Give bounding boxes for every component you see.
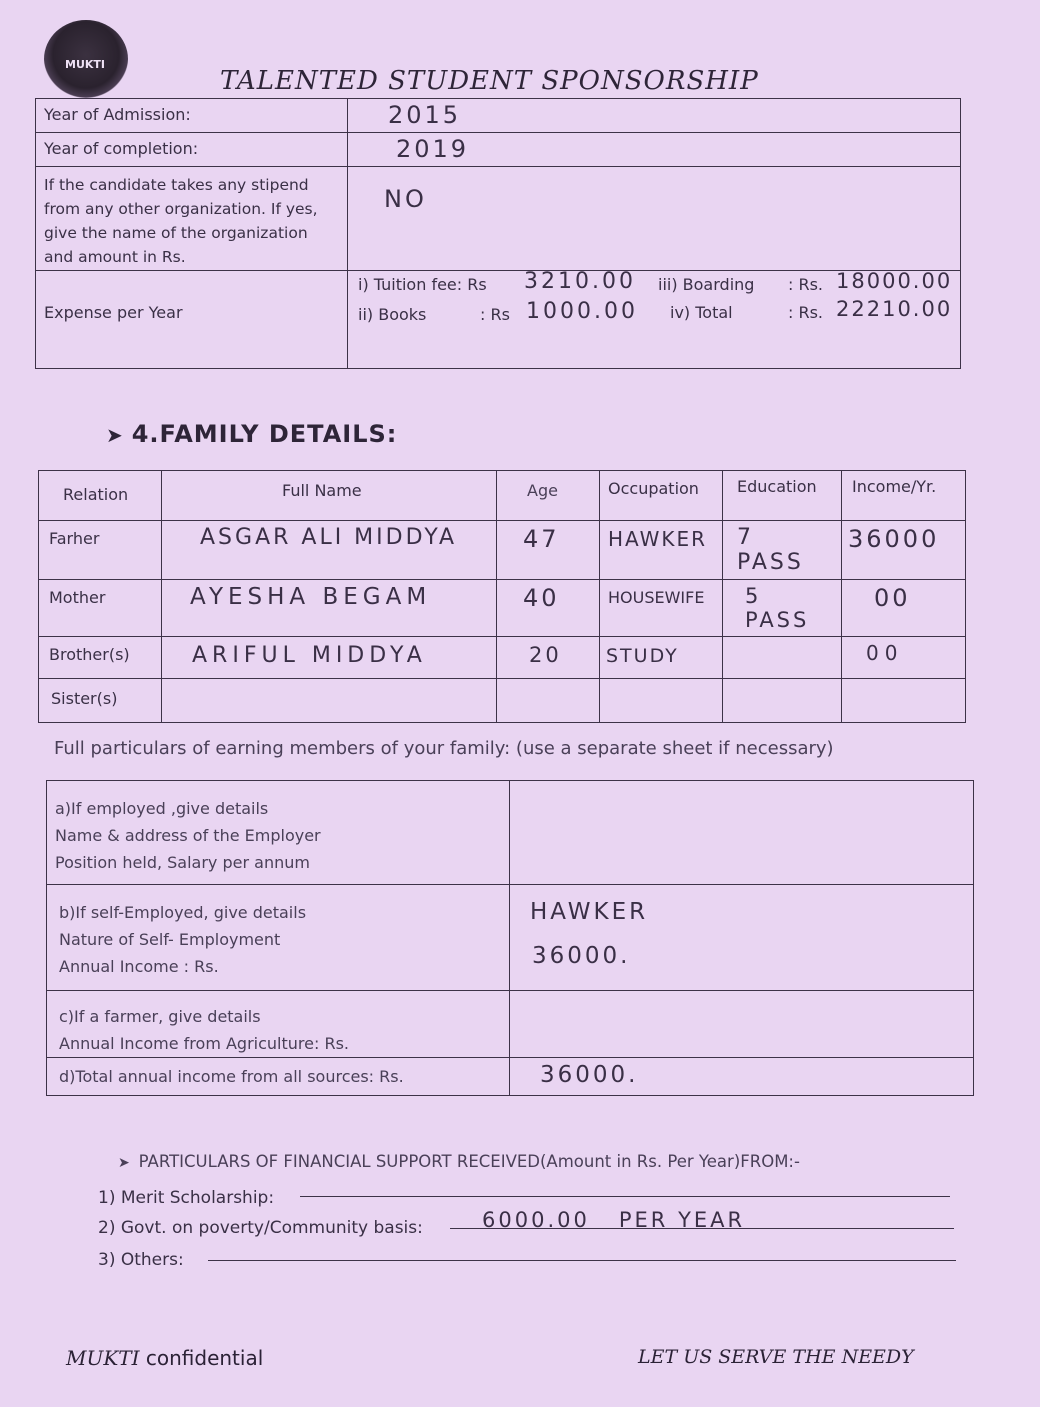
tuition-value: 3210.00 [524,269,636,294]
farmer-line2: Annual Income from Agriculture: Rs. [59,1034,349,1053]
family-row-sister [39,679,966,723]
education-father: 7 PASS [737,525,804,575]
admission-table [35,98,961,369]
support-heading-text: PARTICULARS OF FINANCIAL SUPPORT RECEIVED(Amount in Rs. Per Year)FROM:- [138,1152,800,1171]
footer-slogan: LET US SERVE THE NEEDY [638,1346,914,1368]
relation-father: Farher [49,529,100,548]
relation-mother: Mother [49,588,106,607]
header-income: Income/Yr. [852,477,937,496]
employed-line3: Position held, Salary per annum [55,853,310,872]
family-row-father [39,521,966,580]
govt-support-label: 2) Govt. on poverty/Community basis: [98,1218,423,1238]
header-relation: Relation [63,485,129,504]
boarding-value: 18000.00 [836,269,953,293]
income-mother: 00 [874,584,911,612]
education-mother: 5 PASS [745,584,810,632]
earning-table [46,780,974,1096]
farmer-line1: c)If a farmer, give details [59,1007,261,1026]
footer-confidential-text: confidential [139,1346,264,1370]
footer-confidential [66,1346,263,1370]
relation-sister: Sister(s) [51,689,118,708]
completion-value: 2019 [396,135,470,163]
family-section-title [106,420,397,448]
self-employed-line2: Nature of Self- Employment [59,930,281,949]
books-value: 1000.00 [526,299,638,324]
footer-brand: MUKTI [66,1346,140,1370]
family-header-row [39,471,966,521]
family-row-mother [39,580,966,637]
income-father: 36000 [848,525,940,553]
boarding-rs: : Rs. [788,275,824,294]
total-income-label: d)Total annual income from all sources: Rs. [59,1067,404,1086]
occupation-father: HAWKER [608,527,708,551]
age-father: 47 [523,525,560,553]
self-employed-line3: Annual Income : Rs. [59,957,219,976]
family-table [38,470,966,723]
others-line [208,1260,956,1261]
logo-text: MUKTI [65,58,105,71]
form-title: TALENTED STUDENT SPONSORSHIP [220,66,759,96]
total-rs: : Rs. [788,303,824,322]
stipend-value: NO [384,185,427,213]
bullet-arrow-icon: ➤ [118,1155,139,1171]
stipend-label-line1: If the candidate takes any stipend [44,176,309,194]
employed-line2: Name & address of the Employer [55,826,321,845]
earning-intro: Full particulars of earning members of your family: (use a separate sheet if necessary) [54,738,834,759]
header-full-name: Full Name [282,481,362,500]
employed-line1: a)If employed ,give details [55,799,269,818]
income-brother: 00 [866,641,904,665]
admission-value: 2015 [388,101,462,129]
stipend-label-line4: and amount in Rs. [44,248,186,266]
family-row-brother [39,637,966,679]
govt-support-value: 6000.00 PER YEAR [482,1208,746,1232]
self-employed-nature: HAWKER [530,899,649,925]
name-mother: AYESHA BEGAM [190,584,432,610]
admission-label: Year of Admission: [44,105,191,124]
completion-label: Year of completion: [44,139,199,158]
relation-brother: Brother(s) [49,645,130,664]
occupation-mother: HOUSEWIFE [608,588,705,607]
age-mother: 40 [523,584,560,612]
header-occupation: Occupation [608,479,699,498]
books-label: ii) Books [358,305,427,324]
expense-label: Expense per Year [44,303,183,322]
merit-scholarship-label: 1) Merit Scholarship: [98,1188,275,1208]
header-age: Age [527,481,558,500]
self-employed-line1: b)If self-Employed, give details [59,903,307,922]
tuition-label: i) Tuition fee: Rs [358,275,487,294]
header-education: Education [737,477,817,496]
family-section-label: 4.FAMILY DETAILS: [131,420,398,448]
self-employed-income: 36000. [532,943,631,969]
name-father: ASGAR ALI MIDDYA [200,525,458,550]
occupation-brother: STUDY [606,645,679,667]
total-value: 22210.00 [836,297,953,321]
stipend-label-line2: from any other organization. If yes, [44,200,318,218]
support-heading [118,1152,800,1171]
total-label: iv) Total [670,303,733,322]
others-label: 3) Others: [98,1250,184,1270]
merit-scholarship-line [300,1196,950,1197]
name-brother: ARIFUL MIDDYA [192,643,427,668]
stipend-label-line3: give the name of the organization [44,224,308,242]
boarding-label: iii) Boarding [658,275,755,294]
total-income-value: 36000. [540,1062,639,1088]
age-brother: 20 [529,643,562,667]
books-rs: : Rs [480,305,510,324]
bullet-arrow-icon: ➤ [106,423,132,447]
